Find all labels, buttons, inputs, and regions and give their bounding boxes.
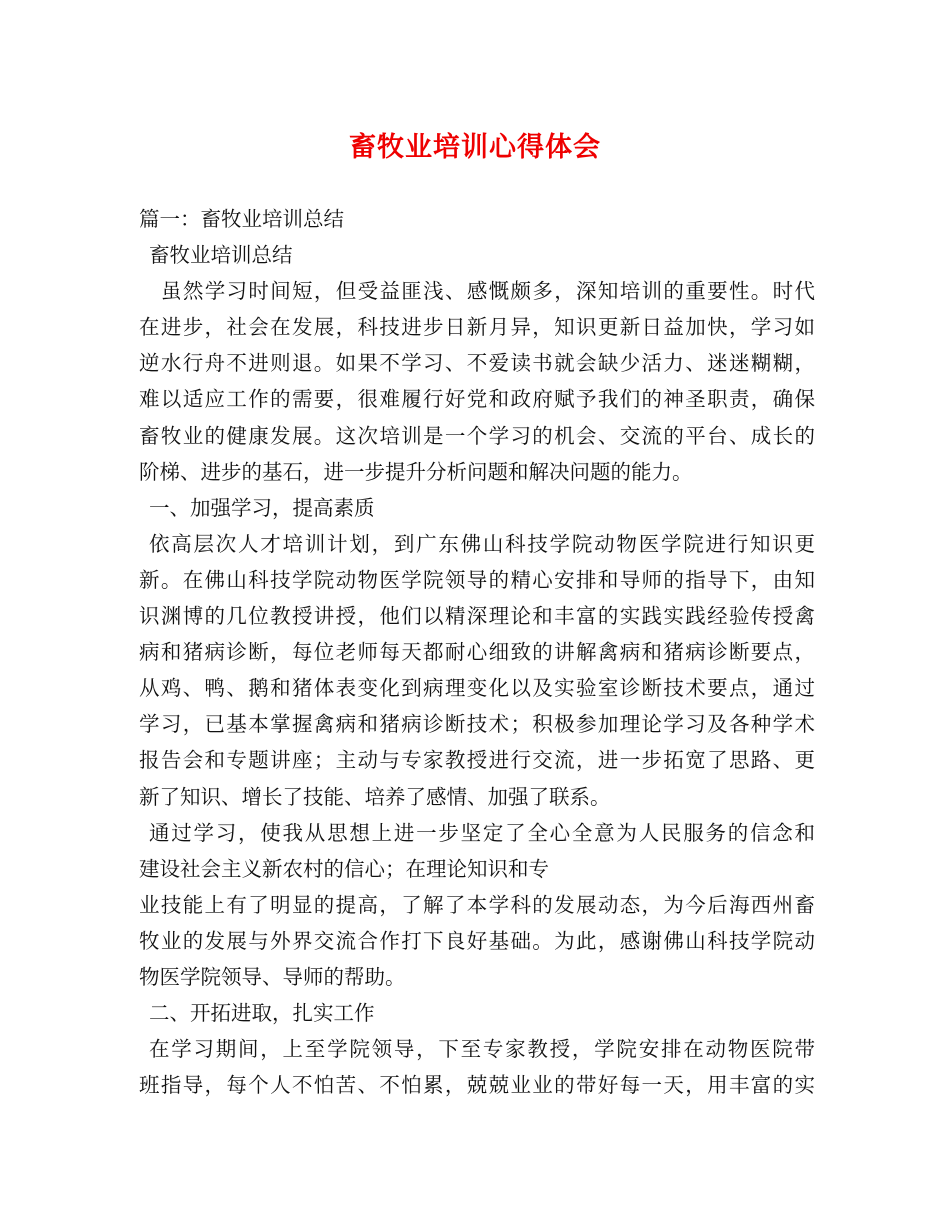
- paragraph-line: 逆水行舟不进则退。如果不学习、不爱读书就会缺少活力、迷迷糊糊，: [139, 351, 815, 376]
- paragraph-line: 业技能上有了明显的提高，了解了本学科的发展动态，为今后海西州畜: [139, 892, 815, 917]
- document-body: [139, 201, 815, 1103]
- paragraph-line: 牧业的发展与外界交流合作打下良好基础。为此，感谢佛山科技学院动: [139, 928, 815, 953]
- paragraph-line: 报告会和专题讲座；主动与专家教授进行交流，进一步拓宽了思路、更: [139, 748, 815, 773]
- paragraph-line: 在学习期间，上至学院领导，下至专家教授，学院安排在动物医院带: [149, 1037, 815, 1062]
- paragraph-line: 建设社会主义新农村的信心；在理论知识和专: [139, 856, 549, 881]
- document-title: 畜牧业培训心得体会: [349, 132, 601, 163]
- paragraph-line: 班指导，每个人不怕苦、不怕累，兢兢业业的带好每一天，用丰富的实: [139, 1073, 815, 1098]
- paragraph-line: 学习，已基本掌握禽病和猪病诊断技术；积极参加理论学习及各种学术: [139, 712, 815, 737]
- paragraph-line: 物医学院领导、导师的帮助。: [139, 964, 406, 989]
- section-heading: 二、开拓进取，扎实工作: [149, 1001, 375, 1026]
- paragraph-line: 识渊博的几位教授讲授，他们以精深理论和丰富的实践实践经验传授禽: [139, 604, 815, 629]
- paragraph-line: 新了知识、增长了技能、培养了感情、加强了联系。: [139, 784, 611, 809]
- paragraph-line: 虽然学习时间短，但受益匪浅、感慨颇多，深知培训的重要性。时代: [161, 279, 815, 304]
- paragraph-line: 畜牧业的健康发展。这次培训是一个学习的机会、交流的平台、成长的: [139, 423, 815, 448]
- paragraph-line: 从鸡、鸭、鹅和猪体表变化到病理变化以及实验室诊断技术要点，通过: [139, 676, 815, 701]
- paragraph-line: 阶梯、进步的基石，进一步提升分析问题和解决问题的能力。: [139, 459, 693, 484]
- paragraph-line: 依高层次人才培训计划，到广东佛山科技学院动物医学院进行知识更: [149, 531, 815, 556]
- paragraph-line: 在进步，社会在发展，科技进步日新月异，知识更新日益加快，学习如: [139, 315, 815, 340]
- paragraph-line: 难以适应工作的需要，很难履行好党和政府赋予我们的神圣职责，确保: [139, 387, 815, 412]
- section-heading: 一、加强学习，提高素质: [149, 495, 375, 520]
- paragraph-line: 新。在佛山科技学院动物医学院领导的精心安排和导师的指导下，由知: [139, 567, 815, 592]
- paragraph-line: 病和猪病诊断，每位老师每天都耐心细致的讲解禽病和猪病诊断要点，: [139, 640, 815, 665]
- section-heading: 篇一：畜牧业培训总结: [139, 207, 344, 231]
- paragraph-line: 通过学习，使我从思想上进一步坚定了全心全意为人民服务的信念和: [149, 820, 815, 845]
- subheading: 畜牧业培训总结: [149, 243, 293, 268]
